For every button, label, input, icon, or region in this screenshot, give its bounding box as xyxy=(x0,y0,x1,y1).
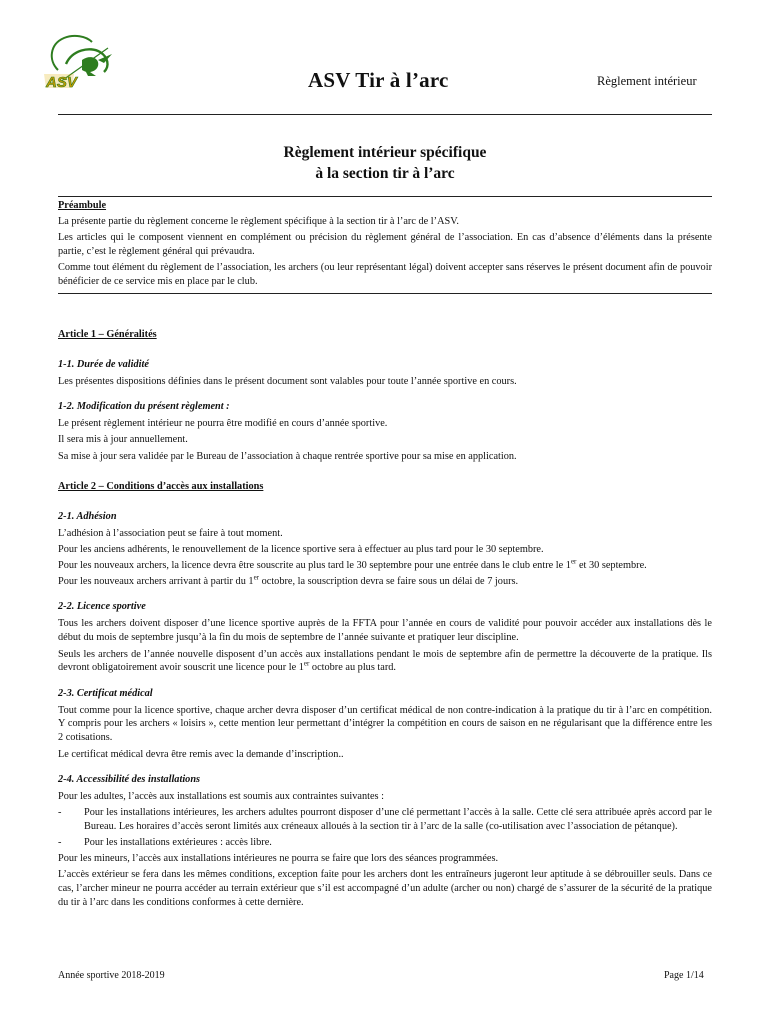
paragraph: Pour les anciens adhérents, le renouvellement de la licence sportive sera à effectuer au plus tard pour le 30 septembre. xyxy=(58,543,544,555)
list-item xyxy=(58,836,712,850)
header-right-label: Règlement intérieur xyxy=(597,74,697,88)
article-1-heading: Article 1 – Généralités xyxy=(58,329,157,341)
section-1-1-title: 1-1. Durée de validité xyxy=(58,359,149,371)
paragraph: Tous les archers doivent disposer d’une licence sportive auprès de la FFTA pour l’année en cours de validité pour pouvoir accéder aux installations dès le début du mois de septembre jusqu’à la fin du mois de septembre de l’année suivante et pratiquer leur discipline. xyxy=(58,618,712,644)
bullet-dash: - xyxy=(58,806,62,818)
header-title: ASV Tir à l’arc xyxy=(308,68,449,92)
main-title-line-2: à la section tir à l’arc xyxy=(315,165,455,182)
bullet-dash: - xyxy=(58,836,62,848)
asv-logo-icon xyxy=(38,30,118,92)
paragraph: Pour les nouveaux archers, la licence devra être souscrite au plus tard le 30 septembre pour une entrée dans le club entre le 1er et 30 septembre. xyxy=(58,557,647,572)
header-rule xyxy=(58,114,712,115)
paragraph: Seuls les archers de l’année nouvelle disposent d’un accès aux installations pendant le mois de septembre afin de permettre la découverte de la pratique. Ils devront obligatoirement avoir souscrit une licence pour le 1er octobre au plus tard. xyxy=(58,648,712,674)
section-2-3-title: 2-3. Certificat médical xyxy=(58,687,153,699)
preamble-heading: Préambule xyxy=(58,200,107,211)
paragraph: Comme tout élément du règlement de l’association, les archers (ou leur représentant légal) doivent accepter sans réserves le présent document afin de pouvoir bénéficier de ce service mis en place par le club. xyxy=(58,262,712,288)
main-title-line-1: Règlement intérieur spécifique xyxy=(283,144,487,161)
paragraph: Les présentes dispositions définies dans le présent document sont valables pour toute l’année sportive en cours. xyxy=(58,376,517,388)
paragraph: La présente partie du règlement concerne le règlement spécifique à la section tir à l’arc de l’ASV. xyxy=(58,215,459,227)
paragraph: Pour les mineurs, l’accès aux installations intérieures ne pourra se faire que lors des séances programmées. xyxy=(58,853,499,865)
list-item xyxy=(58,806,712,834)
document-body xyxy=(58,202,712,912)
footer-season: Année sportive 2018-2019 xyxy=(58,970,165,981)
section-2-1-title: 2-1. Adhésion xyxy=(58,510,117,522)
paragraph: Tout comme pour la licence sportive, chaque archer devra disposer d’un certificat médical de non contre-indication à la pratique du tir à l’arc en compétition. Y compris pour les archers « loisirs », cette mention leur permettant d’intégrer la compétition en cours de saison en ne régularisant que la différence entre les 2 cotisations. xyxy=(58,704,712,744)
paragraph: Le certificat médical devra être remis avec la demande d’inscription.. xyxy=(58,748,344,760)
paragraph: L’accès extérieur se fera dans les mêmes conditions, exception faite pour les archers dont les entraîneurs jugeront leur aptitude à se débrouiller seuls. Dans ce cas, l’archer mineur ne pourra accéder au terrain extérieur que s’il est accompagné d’un adulte (archer ou non) chargé de s’assurer de la sécurité de la pratique du tir à l’arc dans les conditions conformes à cette dernière. xyxy=(58,869,712,909)
section-2-4-title: 2-4. Accessibilité des installations xyxy=(58,773,201,785)
preamble-section xyxy=(58,196,712,294)
paragraph: Les articles qui le composent viennent en complément ou précision du règlement général de l’association. En cas d’absence d’éléments dans la présente partie, c’est le règlement général qui prévaudra. xyxy=(58,232,712,258)
main-title xyxy=(0,142,770,184)
paragraph: Sa mise à jour sera validée par le Bureau de l’association à chaque rentrée sportive pour sa mise en application. xyxy=(58,450,517,462)
paragraph: Il sera mis à jour annuellement. xyxy=(58,434,188,446)
article-2-heading: Article 2 – Conditions d’accès aux installations xyxy=(58,480,264,492)
list-item-text: Pour les installations extérieures : accès libre. xyxy=(84,836,272,848)
paragraph: Pour les nouveaux archers arrivant à partir du 1er octobre, la souscription devra se faire sous un délai de 7 jours. xyxy=(58,573,519,588)
paragraph: Le présent règlement intérieur ne pourra être modifié en cours d’année sportive. xyxy=(58,418,388,430)
paragraph: Pour les adultes, l’accès aux installations est soumis aux contraintes suivantes : xyxy=(58,790,385,802)
logo-text: ASV xyxy=(46,74,77,91)
section-2-2-title: 2-2. Licence sportive xyxy=(58,601,146,613)
paragraph: L’adhésion à l’association peut se faire à tout moment. xyxy=(58,527,283,539)
section-1-2-title: 1-2. Modification du présent règlement : xyxy=(58,401,230,413)
list-item-text: Pour les installations intérieures, les archers adultes pourront disposer d’une clé permettant l’accès à la salle. Cette clé sera attribuée après accord par le Bureau. Les horaires d’accès seront limités aux créneaux alloués à la section tir à l’arc de la salle (co-utilisation avec l’association de pétanque). xyxy=(84,806,712,832)
footer-page-number: Page 1/14 xyxy=(664,970,704,981)
